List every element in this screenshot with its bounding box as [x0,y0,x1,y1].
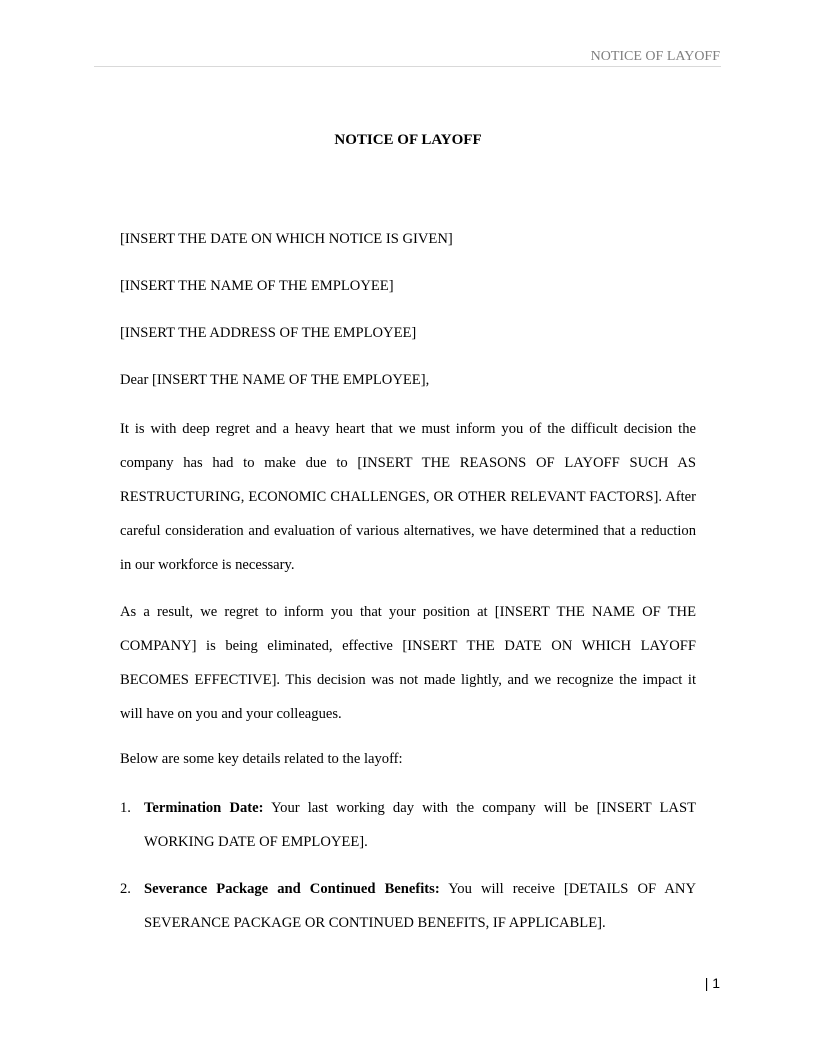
page-number: | 1 [704,975,720,991]
list-text: Your last working day with the company will be [INSERT LAST WORKING DATE OF EMPLOYEE]. [144,800,696,850]
paragraph-details-intro: Below are some key details related to the layoff: [120,751,403,767]
list-item-termination-date [120,791,696,859]
paragraph-elimination: As a result, we regret to inform you that your position at [INSERT THE NAME OF THE COMPANY] is being eliminated, effective [INSERT THE DATE ON WHICH LAYOFF BECOMES EFFECTIVE]. This decision was not made lightly, and we recognize the impact it will have on you and your colleagues. [120,604,696,722]
employee-name-line: [INSERT THE NAME OF THE EMPLOYEE] [120,278,394,294]
salutation: Dear [INSERT THE NAME OF THE EMPLOYEE], [120,372,430,388]
list-text: You will receive [DETAILS OF ANY SEVERANCE PACKAGE OR CONTINUED BENEFITS, IF APPLICABLE]. [144,881,696,931]
document-title: NOTICE OF LAYOFF [334,132,482,148]
notice-date-line: [INSERT THE DATE ON WHICH NOTICE IS GIVEN] [120,231,453,247]
list-number: 2. [120,881,131,897]
header-title: NOTICE OF LAYOFF [590,49,720,64]
document-body [120,224,696,953]
paragraph-reason: It is with deep regret and a heavy heart that we must inform you of the difficult decision the company has had to make due to [INSERT THE REASONS OF LAYOFF SUCH AS RESTRUCTURING, ECONOMIC CHALLENGES, OR OTHER RELEVANT FACTORS]. After careful consideration and evaluation of various alternatives, we have determined that a reduction in our workforce is necessary. [120,421,696,573]
list-item-severance [120,872,696,940]
header-divider [94,66,721,67]
employee-address-line: [INSERT THE ADDRESS OF THE EMPLOYEE] [120,325,417,341]
list-heading: Termination Date: [144,800,264,816]
list-heading: Severance Package and Continued Benefits: [144,881,440,897]
list-number: 1. [120,800,131,816]
